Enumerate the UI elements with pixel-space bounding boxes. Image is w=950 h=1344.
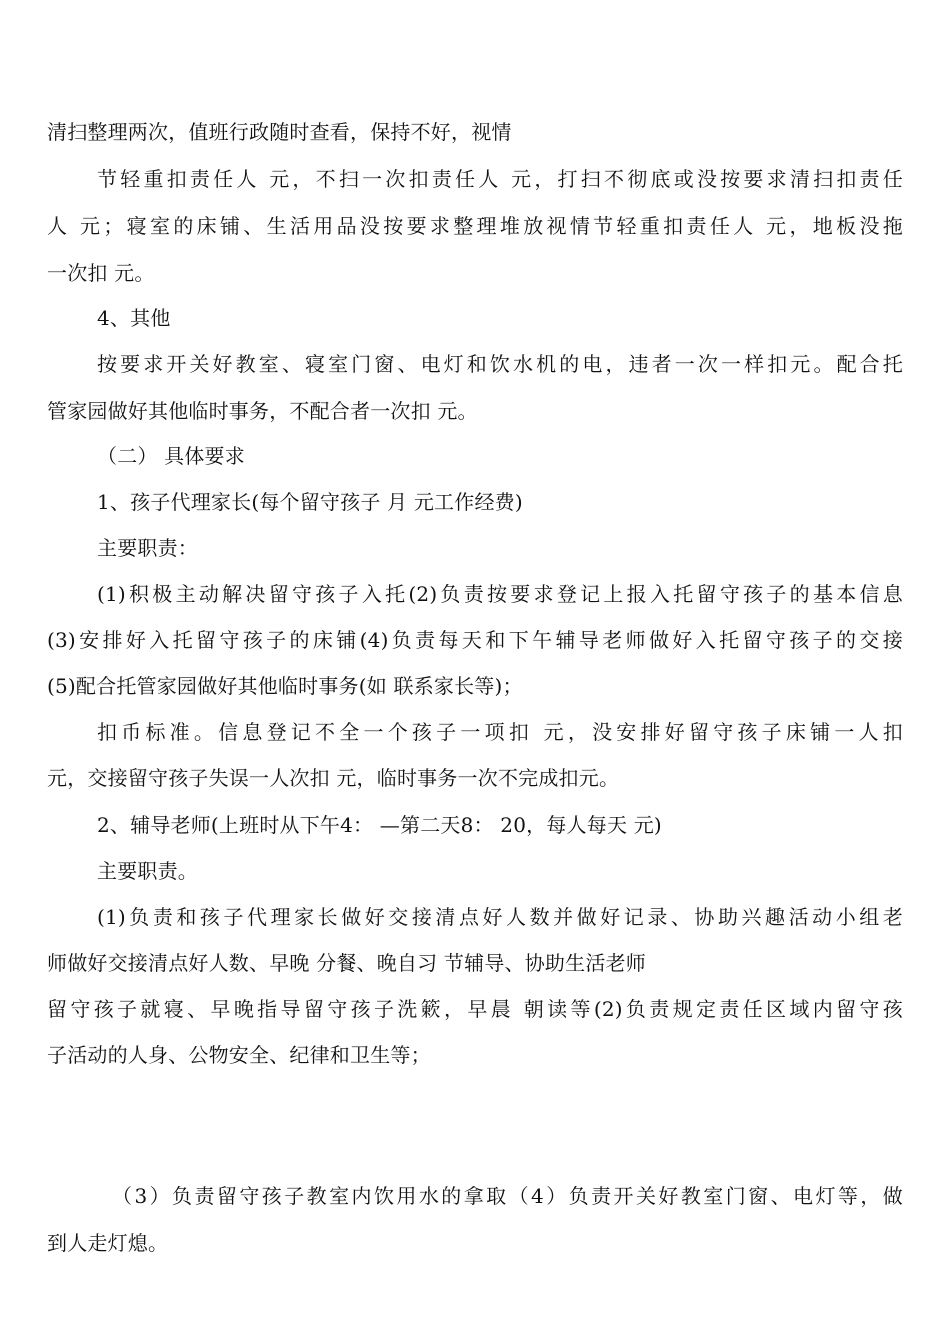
text-line: （3）负责留守孩子教室内饮用水的拿取（4）负责开关好教室门窗、电灯等，做: [112, 1184, 903, 1208]
text-line: 一次扣 元。: [47, 261, 155, 285]
text-line: (3)安排好入托留守孩子的床铺(4)负责每天和下午辅导老师做好入托留守孩子的交接: [47, 628, 903, 652]
text-line: (1)负责和孩子代理家长做好交接清点好人数并做好记录、协助兴趣活动小组老: [97, 905, 903, 929]
text-line: 清扫整理两次，值班行政随时查看，保持不好，视情: [47, 120, 512, 144]
text-line: 到人走灯熄。: [47, 1231, 169, 1255]
section-heading: 4、其他: [97, 306, 171, 330]
text-line: 主要职责：: [97, 536, 198, 560]
text-line: 主要职责。: [97, 859, 198, 883]
text-line: 师做好交接清点好人数、早晚 分餐、晚自习 节辅导、协助生活老师: [47, 951, 646, 975]
text-line: (5)配合托管家园做好其他临时事务(如 联系家长等)；: [47, 674, 523, 698]
text-line: (1)积极主动解决留守孩子入托(2)负责按要求登记上报入托留守孩子的基本信息: [97, 582, 903, 606]
text-line: 节轻重扣责任人 元，不扫一次扣责任人 元，打扫不彻底或没按要求清扫扣责任: [97, 167, 903, 191]
subsection-heading: 1、孩子代理家长(每个留守孩子 月 元工作经费): [97, 490, 523, 514]
subsection-heading: 2、辅导老师(上班时从下午4： —第二天8： 20，每人每天 元): [97, 813, 662, 837]
text-line: 子活动的人身、公物安全、纪律和卫生等；: [47, 1043, 431, 1067]
text-line: 人 元；寝室的床铺、生活用品没按要求整理堆放视情节轻重扣责任人 元，地板没拖: [47, 214, 903, 238]
section-heading: （二） 具体要求: [97, 444, 245, 468]
text-line: 按要求开关好教室、寝室门窗、电灯和饮水机的电，违者一次一样扣元。配合托: [97, 352, 903, 376]
text-line: 元，交接留守孩子失误一人次扣 元，临时事务一次不完成扣元。: [47, 766, 620, 790]
text-line: 留守孩子就寝、早晚指导留守孩子洗簌，早晨 朝读等(2)负责规定责任区域内留守孩: [47, 997, 903, 1021]
text-line: 扣币标准。信息登记不全一个孩子一项扣 元，没安排好留守孩子床铺一人扣: [97, 720, 903, 744]
text-line: 管家园做好其他临时事务，不配合者一次扣 元。: [47, 399, 478, 423]
